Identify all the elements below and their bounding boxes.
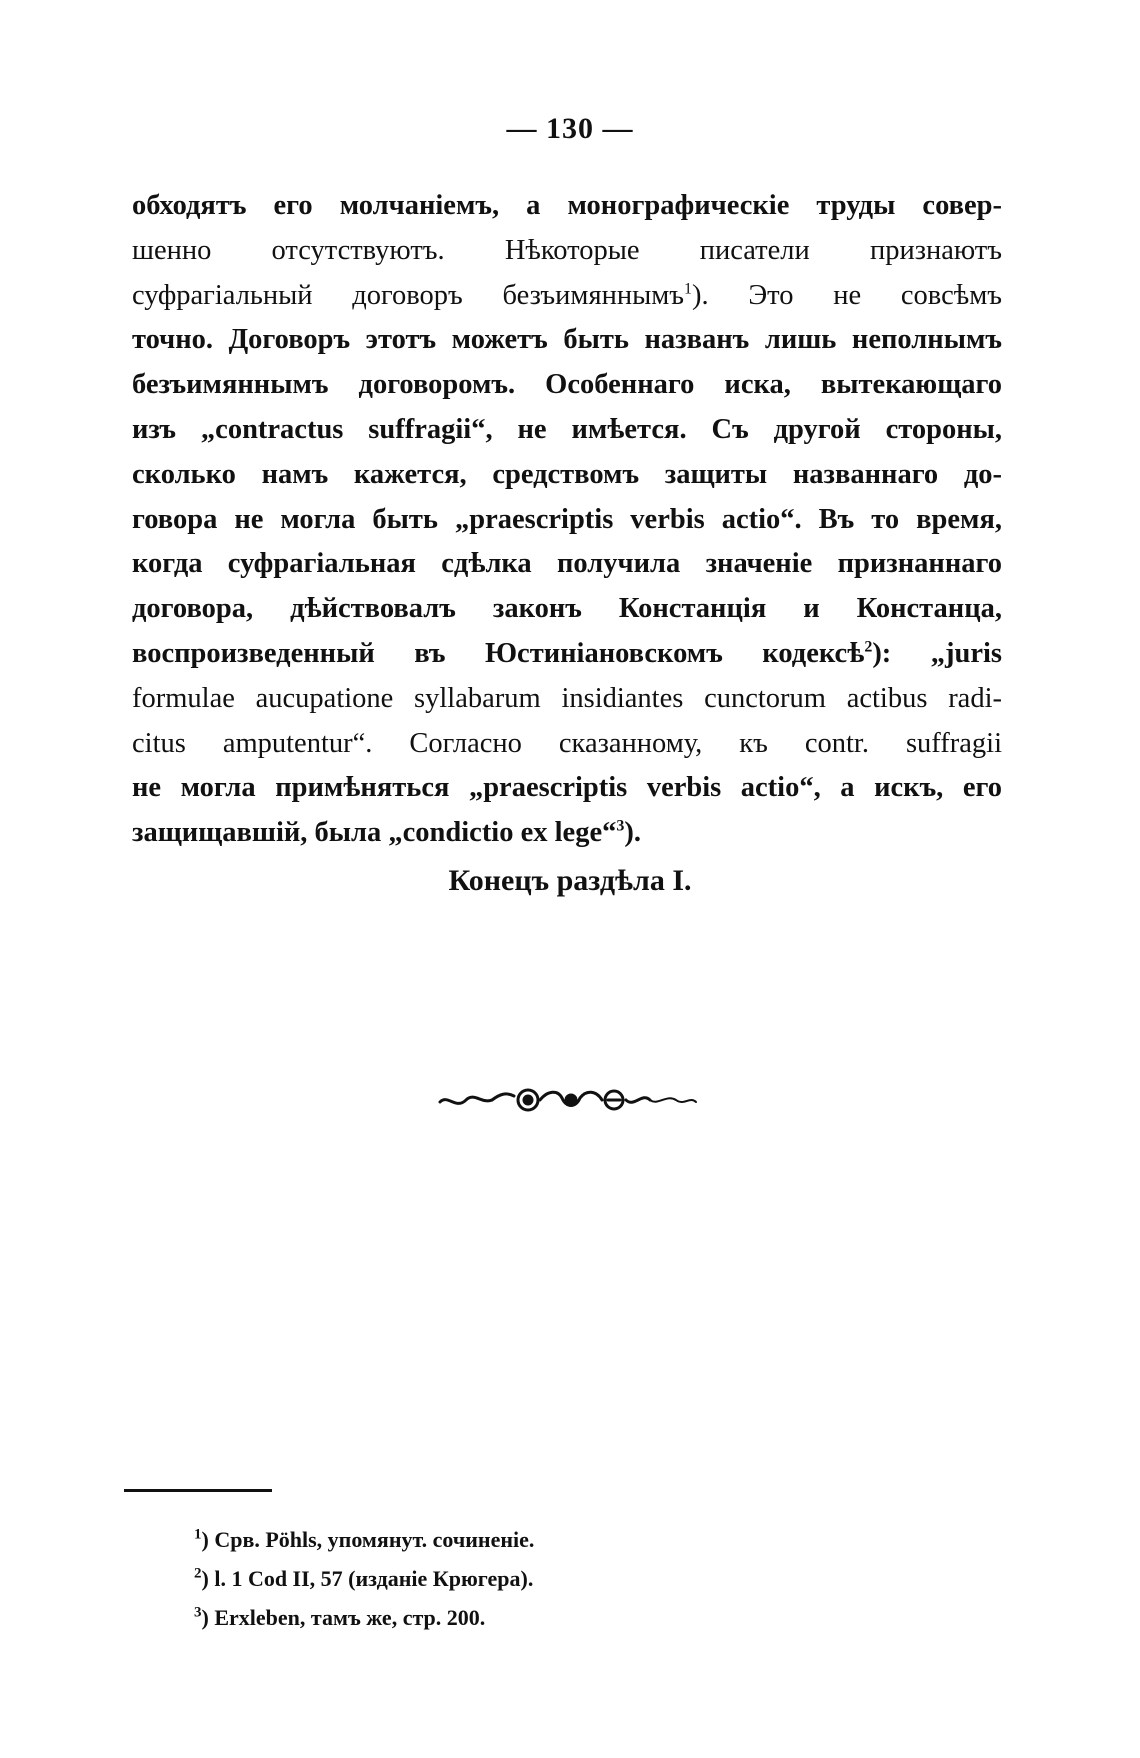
text-line xyxy=(132,587,1002,632)
text-line xyxy=(132,274,1002,319)
footnote-text: ) Срв. Pöhls, упомянут. сочиненіе. xyxy=(201,1527,535,1552)
text-line-content: безъимяннымъ договоромъ. Особеннаго иска, вытекающаго xyxy=(132,369,1002,401)
text-line-content: шенно отсутствуютъ. Нѣкоторые писатели признаютъ xyxy=(132,234,1002,266)
text-line-content: точно. Договоръ этотъ можетъ быть названъ лишь неполнымъ xyxy=(132,324,1002,356)
text-line xyxy=(132,318,1002,363)
text-line-content: citus amputentur“. Согласно сказанному, къ contr. suffragii xyxy=(132,727,1002,759)
text-line xyxy=(132,766,1002,811)
text-line xyxy=(132,363,1002,408)
text-line-content: когда суфрагіальная сдѣлка получила значеніе признаннаго xyxy=(132,548,1002,580)
text-line-continuation: ): „juris xyxy=(872,637,1003,669)
text-line-content: суфрагіальный договоръ безъимяннымъ xyxy=(132,279,684,311)
text-line-continuation: ). xyxy=(624,817,641,849)
text-line xyxy=(132,453,1002,498)
text-line xyxy=(132,542,1002,587)
footnote xyxy=(194,1559,954,1598)
text-line-content: воспроизведенный въ Юстиніановскомъ кодексѣ xyxy=(132,637,865,669)
footnotes xyxy=(194,1520,954,1637)
footnote-text: ) Erxleben, тамъ же, стр. 200. xyxy=(201,1605,486,1630)
text-line xyxy=(132,408,1002,453)
text-line xyxy=(132,811,1002,856)
footnote-mark: 3 xyxy=(194,1604,202,1621)
footnote xyxy=(194,1598,954,1637)
decorative-flourish-icon xyxy=(436,1082,700,1118)
text-line xyxy=(132,229,1002,274)
footnote-divider xyxy=(124,1489,272,1492)
footnote xyxy=(194,1520,954,1559)
text-line-content: не могла примѣняться „praescriptis verbis actio“, а искъ, его xyxy=(132,772,1002,804)
footnote-reference: 2 xyxy=(864,638,873,656)
body-text xyxy=(132,184,1002,856)
footnote-text: ) l. 1 Cod II, 57 (изданіе Крюгера). xyxy=(201,1566,534,1591)
footnote-reference: 3 xyxy=(616,817,625,835)
footnote-reference: 1 xyxy=(684,280,692,298)
text-line xyxy=(132,498,1002,543)
text-line xyxy=(132,632,1002,677)
text-line-continuation: ). Это не совсѣмъ xyxy=(692,279,1002,311)
text-line-content: изъ „contractus suffragii“, не имѣется. Съ другой стороны, xyxy=(132,413,1002,445)
footnote-mark: 1 xyxy=(194,1526,202,1543)
text-line-content: защищавшій, была „condictio ex lege“ xyxy=(132,817,617,849)
footnote-mark: 2 xyxy=(194,1565,202,1582)
text-line-content: обходятъ его молчаніемъ, а монографическіе труды совер- xyxy=(132,190,1002,221)
text-line-content: говора не могла быть „praescriptis verbis actio“. Въ то время, xyxy=(132,503,1002,535)
section-end-heading: Конецъ раздѣла I. xyxy=(448,864,692,897)
text-line xyxy=(132,184,1002,229)
text-line-content: formulae aucupatione syllabarum insidiantes cunctorum actibus radi- xyxy=(132,682,1002,714)
text-line-content: сколько намъ кажется, средствомъ защиты названнаго до- xyxy=(132,458,1002,490)
text-line-content: договора, дѣйствовалъ законъ Констанція и Констанца, xyxy=(132,593,1002,625)
text-line xyxy=(132,677,1002,722)
text-line xyxy=(132,722,1002,767)
page-number: — 130 — xyxy=(506,112,634,145)
